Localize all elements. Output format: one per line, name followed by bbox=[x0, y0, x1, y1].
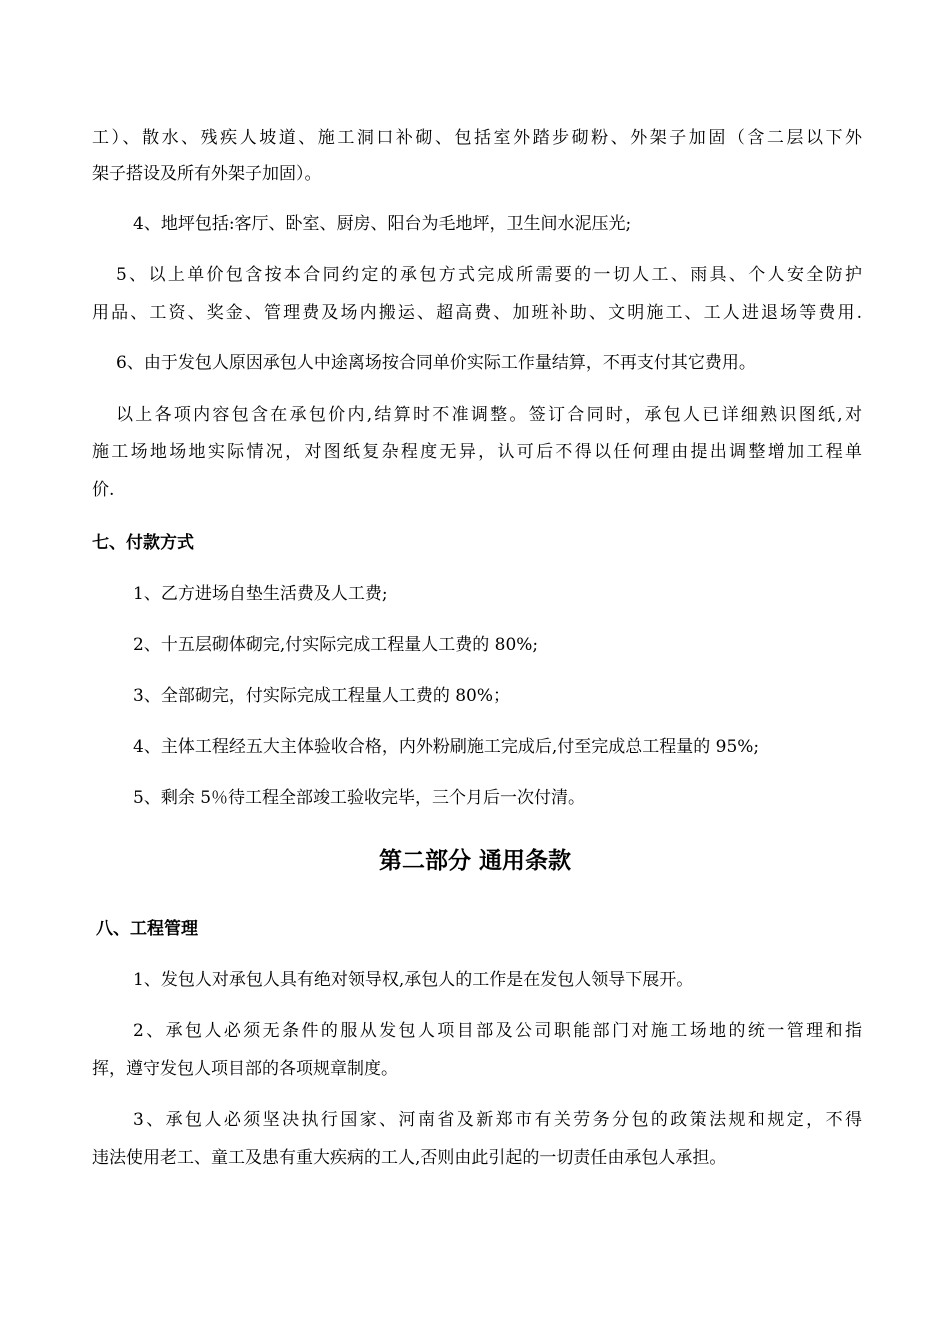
summary-line-2: 施工场地场地实际情况，对图纸复杂程度无异，认可后不得以任何理由提出调整增加工程单 bbox=[92, 442, 862, 462]
summary-line-1: 以上各项内容包含在承包价内,结算时不准调整。签订合同时，承包人已详细熟识图纸,对 bbox=[116, 405, 862, 425]
clause-5-line-1: 5、以上单价包含按本合同约定的承包方式完成所需要的一切人工、雨具、个人安全防护 bbox=[116, 265, 862, 285]
management-item-3-line-2: 违法使用老工、童工及患有重大疾病的工人,否则由此引起的一切责任由承包人承担。 bbox=[92, 1148, 727, 1168]
payment-item: 5、剩余 5％待工程全部竣工验收完毕，三个月后一次付清。 bbox=[133, 788, 586, 808]
summary-line-3: 价. bbox=[92, 480, 115, 500]
section-7-heading: 七、付款方式 bbox=[92, 533, 194, 553]
paragraph-continuation-line-2: 架子搭设及所有外架子加固）。 bbox=[92, 164, 322, 184]
payment-item: 1、乙方进场自垫生活费及人工费; bbox=[133, 584, 388, 604]
payment-item: 2、十五层砌体砌完,付实际完成工程量人工费的 80%; bbox=[133, 635, 539, 655]
clause-5-line-2: 用品、工资、奖金、管理费及场内搬运、超高费、加班补助、文明施工、工人进退场等费用. bbox=[92, 303, 862, 323]
management-item-1: 1、发包人对承包人具有绝对领导权,承包人的工作是在发包人领导下展开。 bbox=[133, 970, 694, 990]
part-2-title: 第二部分 通用条款 bbox=[378, 848, 571, 874]
clause-4-floor: 4、地坪包括:客厅、卧室、厨房、阳台为毛地坪，卫生间水泥压光; bbox=[133, 214, 632, 234]
management-item-2-line-1: 2、承包人必须无条件的服从发包人项目部及公司职能部门对施工场地的统一管理和指 bbox=[133, 1021, 862, 1041]
clause-6-settlement: 6、由于发包人原因承包人中途离场按合同单价实际工作量结算，不再支付其它费用。 bbox=[116, 353, 756, 373]
paragraph-continuation-line-1: 工）、散水、残疾人坡道、施工洞口补砌、包括室外踏步砌粉、外架子加固（含二层以下外 bbox=[92, 128, 862, 148]
payment-item: 3、全部砌完，付实际完成工程量人工费的 80%； bbox=[133, 686, 511, 706]
management-item-3-line-1: 3、承包人必须坚决执行国家、河南省及新郑市有关劳务分包的政策法规和规定，不得 bbox=[133, 1110, 862, 1130]
payment-item: 4、主体工程经五大主体验收合格，内外粉刷施工完成后,付至完成总工程量的 95%; bbox=[133, 737, 760, 757]
section-8-heading: 八、工程管理 bbox=[96, 919, 198, 939]
management-item-2-line-2: 挥，遵守发包人项目部的各项规章制度。 bbox=[92, 1059, 398, 1079]
